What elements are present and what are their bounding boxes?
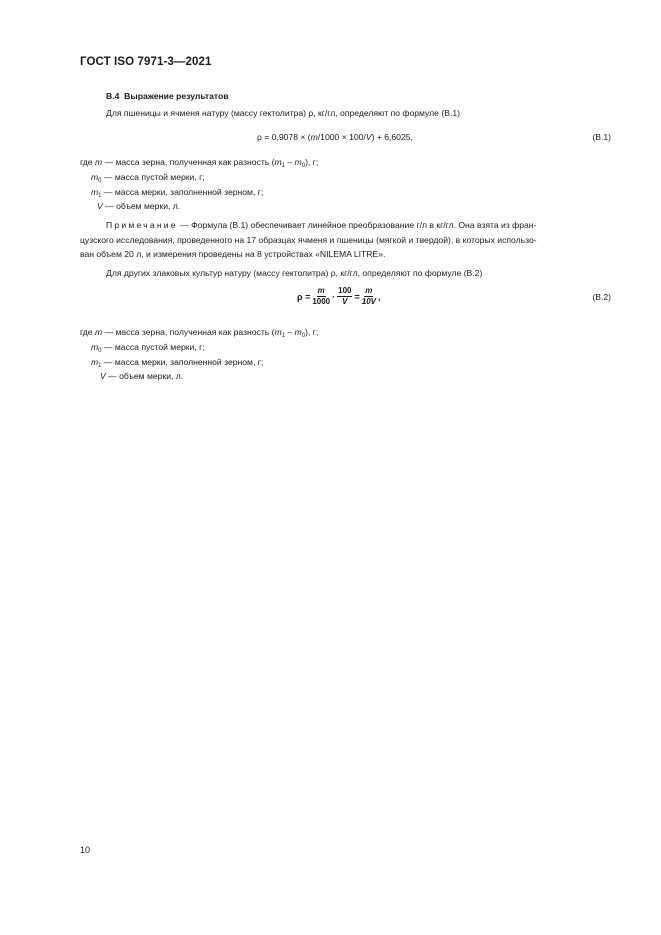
formula-var-m: m (310, 132, 318, 142)
def-symbol: m (91, 357, 99, 367)
note-line-2: цузского исследования, проведенного на 17 образцах ячменя и пшеницы (мягкой и твердой), в которых использо- (80, 235, 537, 245)
def-symbol: m (274, 157, 282, 167)
def-symbol: m (294, 157, 302, 167)
formula-var-v: V (365, 132, 372, 142)
def-prefix: где (80, 327, 95, 337)
formula-text: /1000 × 100/ (317, 132, 366, 142)
formula-comma: , (377, 291, 381, 302)
def-subscript: 0 (98, 178, 102, 184)
def-dash: — (105, 371, 120, 381)
page-number: 10 (80, 845, 91, 855)
def-dash: — (102, 327, 116, 337)
denominator: 10V (361, 297, 376, 306)
equation-number-b2: (B.2) (592, 292, 611, 302)
note-line-1 (106, 220, 536, 230)
def-subscript: 0 (98, 348, 102, 354)
definition-m0 (91, 172, 205, 182)
equation-number-b1: (B.1) (592, 132, 611, 142)
def-dash: — (102, 201, 117, 211)
def-text: масса пустой мерки, г; (114, 172, 205, 182)
denominator: 1000 (312, 297, 331, 306)
def-symbol: m (91, 172, 99, 182)
def-subscript: 0 (301, 163, 306, 169)
def-symbol: V (97, 201, 103, 211)
def-dash: — (101, 342, 115, 352)
def-symbol: m (91, 187, 99, 197)
def-prefix: где (80, 157, 95, 167)
denominator: V (342, 297, 348, 306)
section-title: Выражение результатов (124, 91, 229, 101)
formula-text: ) + 6,6025, (371, 132, 413, 142)
note-text: — Формула (B.1) обеспечивает линейное преобразование г/л в кг/гл. Она взята из фран- (177, 220, 537, 230)
section-heading (106, 91, 229, 101)
def-text: объем мерки, л. (119, 371, 184, 381)
intro-paragraph-1: Для пшеницы и ячменя натуру (массу гектолитра) ρ, кг/гл, определяют по формуле (B.1) (106, 108, 460, 118)
numerator: 100 (338, 286, 352, 295)
def-text: ), г; (305, 157, 319, 167)
def-subscript: 1 (98, 193, 102, 199)
def-minus: – (285, 327, 295, 337)
formula-b2 (297, 286, 381, 307)
formula-text: ρ = 0,9078 × ( (257, 132, 311, 142)
def-dash: — (101, 172, 115, 182)
def-symbol: m (91, 342, 99, 352)
formula-lhs: ρ = (297, 291, 311, 302)
definition-m1 (91, 187, 263, 197)
def-subscript: 1 (98, 363, 102, 369)
note-label: Примечание (106, 220, 178, 230)
document-header: ГОСТ ISO 7971-3—2021 (80, 56, 212, 68)
numerator: m (317, 286, 325, 295)
def-text: масса мерки, заполненной зерном, г; (114, 357, 264, 367)
def-minus: – (285, 157, 295, 167)
def-text: масса мерки, заполненной зерном, г; (114, 187, 264, 197)
def-symbol: m (294, 327, 302, 337)
def-text: масса пустой мерки, г; (114, 342, 205, 352)
def-subscript: 1 (281, 333, 286, 339)
def-subscript: 1 (281, 163, 286, 169)
formula-b1 (257, 132, 413, 142)
definition-m0 (91, 342, 205, 352)
def-symbol: V (100, 371, 106, 381)
numerator: m (365, 286, 373, 295)
definition-v (97, 201, 180, 211)
def-dash: — (101, 357, 115, 367)
formula-equals: = (354, 291, 360, 302)
def-text: объем мерки, л. (116, 201, 181, 211)
definition-m1 (91, 357, 263, 367)
note-line-3: ван объем 20 л, и измерения проведены на 8 устройствах «NILEMA LITRE». (80, 249, 386, 259)
section-number: B.4 (106, 91, 120, 101)
def-symbol: m (94, 327, 103, 337)
definition-v (100, 371, 183, 381)
def-dash: — (102, 157, 116, 167)
fraction-100-over-v (337, 286, 352, 307)
intro-paragraph-2: Для других злаковых культур натуру (массу гектолитра) ρ, кг/гл, определяют по формуле (B.2) (106, 268, 483, 278)
def-subscript: 0 (301, 333, 306, 339)
def-text: масса зерна, полученная как разность ( (115, 327, 275, 337)
formula-dot: · (332, 291, 336, 302)
def-dash: — (101, 187, 115, 197)
def-text: ), г; (305, 327, 319, 337)
def-symbol: m (94, 157, 103, 167)
fraction-m-over-10v (362, 286, 376, 307)
def-symbol: m (274, 327, 282, 337)
definition-m (80, 157, 318, 167)
def-text: масса зерна, полученная как разность ( (115, 157, 275, 167)
fraction-m-over-1000 (312, 286, 330, 307)
definition-m (80, 327, 318, 337)
